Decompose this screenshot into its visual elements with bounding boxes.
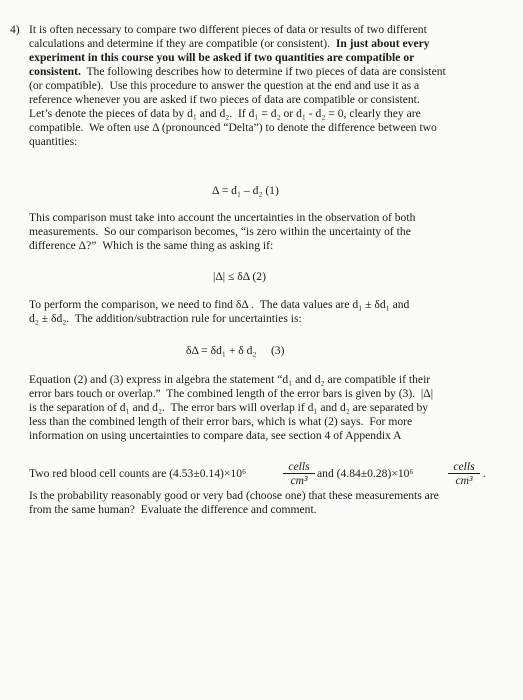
question-prefix: Two red blood cell counts are (4.53±0.14)×10⁶ — [29, 467, 247, 480]
p1-line-5: (or compatible). Use this procedure to answer the question at the end and use it as a — [29, 79, 420, 92]
p1-line-8: compatible. We often use Δ (pronounced “Delta”) to denote the difference between two — [29, 121, 437, 134]
p5-line-2: from the same human? Evaluate the difference and comment. — [29, 503, 317, 516]
p4-line-5: information on using uncertainties to compare data, see section 4 of Appendix A — [29, 429, 402, 442]
problem-number: 4) — [10, 23, 20, 36]
p1-line-9: quantities: — [29, 135, 78, 148]
equation-3: δΔ = δd₁ + δ d₂ (3) — [186, 344, 285, 357]
unit-fraction-2: cells cm³ — [447, 460, 481, 487]
p3-line-1: To perform the comparison, we need to find δΔ . The data values are d₁ ± δd₁ and — [29, 298, 410, 311]
p5-line-1: Is the probability reasonably good or very bad (choose one) that these measurements are — [29, 489, 439, 502]
p4-line-3: is the separation of d₁ and d₂. The error bars will overlap if d₁ and d₂ are separated by — [29, 401, 429, 414]
equation-1: Δ = d₁ – d₂ (1) — [212, 184, 279, 197]
p1-line-2: calculations and determine if they are compatible (or consistent). In just about every — [29, 37, 430, 50]
p1-line-4: consistent. The following describes how to determine if two pieces of data are consistent — [29, 65, 446, 78]
p1-line-6: reference whenever you are asked if two pieces of data are compatible or consistent. — [29, 93, 420, 106]
p1-line-1: It is often necessary to compare two different pieces of data or results of two different — [29, 23, 427, 36]
equation-2: |Δ| ≤ δΔ (2) — [213, 270, 266, 283]
p4-line-4: less than the combined length of their error bars, which is what (2) says. For more — [29, 415, 413, 428]
p2-line-1: This comparison must take into account the uncertainties in the observation of both — [29, 211, 416, 224]
p4-line-2: error bars touch or overlap.” The combined length of the error bars is given by (3). |Δ| — [29, 387, 434, 400]
p2-line-3: difference Δ?” Which is the same thing as asking if: — [29, 239, 274, 252]
p1-line-7: Let’s denote the pieces of data by d₁ and d₂. If d₁ = d₂ or d₁ - d₂ = 0, clearly they are — [29, 107, 421, 120]
p4-line-1: Equation (2) and (3) express in algebra the statement “d₁ and d₂ are compatible if their — [29, 373, 431, 386]
unit-fraction-1: cells cm³ — [282, 460, 316, 487]
p3-line-2: d₂ ± δd₂. The addition/subtraction rule for uncertainties is: — [29, 312, 302, 325]
p1-line-3: experiment in this course you will be asked if two quantities are compatible or — [29, 51, 415, 64]
p2-line-2: measurements. So our comparison becomes, “is zero within the uncertainty of the — [29, 225, 411, 238]
question-middle: and (4.84±0.28)×10⁶ — [317, 467, 414, 480]
question-end: . — [483, 467, 486, 480]
